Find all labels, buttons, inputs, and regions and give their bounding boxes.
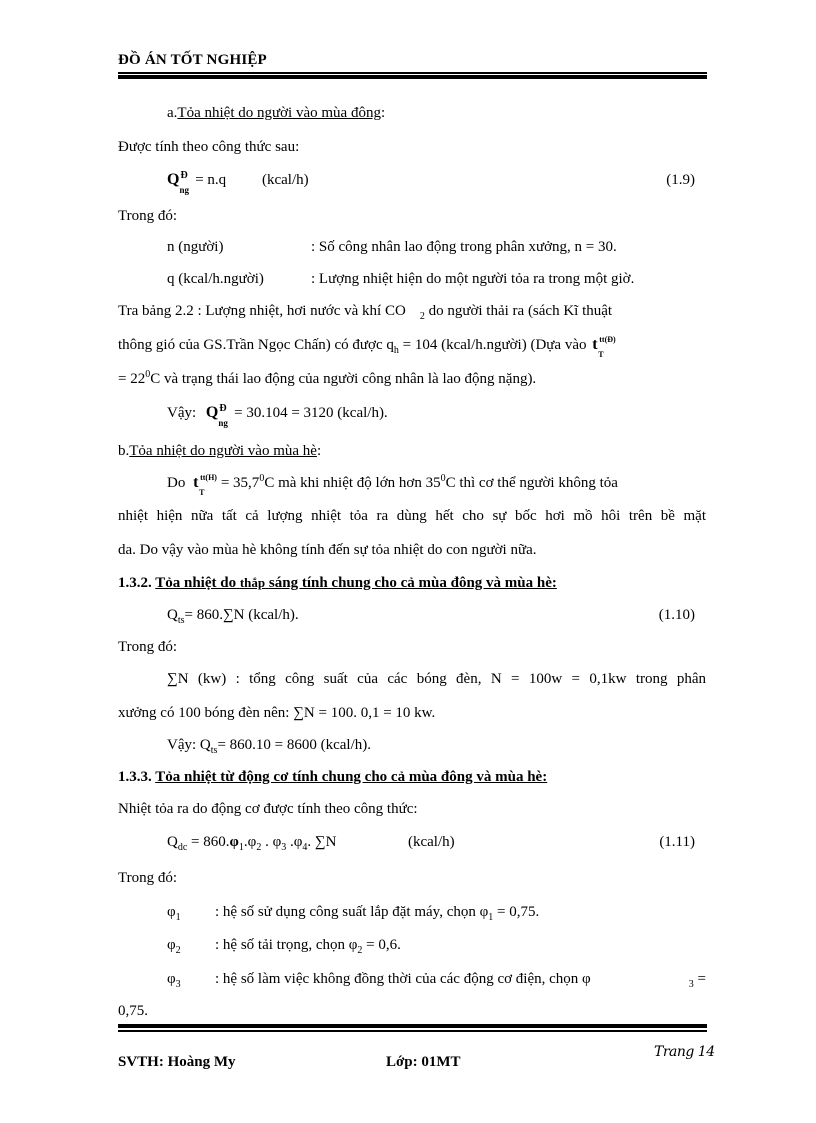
header-title: ĐỒ ÁN TỐT NGHIỆP — [118, 52, 267, 68]
equation-number: (1.10) — [658, 607, 695, 623]
footer-student: SVTH: Hoàng My — [118, 1054, 236, 1070]
paragraph-1-line-3: = $22^0C$ và trạng thái lao động của người công nhân là lao động nặng). — [118, 369, 537, 387]
trong-do-2: Trong đó: — [118, 639, 178, 655]
definition-phi-3-continued: 0,75. — [118, 1003, 148, 1019]
footer-rule-thin — [118, 1030, 707, 1032]
definition-sum-n-line-1: ∑N (kw) : tổng công suất của các bóng đèn, N = 100w = 0,1kw trong phân — [167, 671, 706, 687]
equation-number: (1.11) — [659, 834, 695, 850]
footer-page-number: Trang 14 — [654, 1044, 715, 1060]
result-lighting: Vậy: $Q_{ts}= 860.10 = 8600$ (kcal/h). — [167, 737, 371, 756]
definition-phi-2: $\varphi_2$ : hệ số tải trọng, chọn $\varphi_2 = 0,6$. — [167, 937, 401, 956]
footer-class: Lớp: 01MT — [386, 1054, 461, 1070]
paragraph-2-line-3: da. Do vậy vào mùa hè không tính đến sự tỏa nhiệt do con người nữa. — [118, 542, 537, 558]
equation-1-10: $Q_{ts}= 860.\sum N$ (kcal/h). (1.10) — [167, 607, 695, 626]
section-b-heading: b.Tỏa nhiệt do người vào mùa hè: — [118, 443, 322, 459]
definition-phi-1: $\varphi_1$ : hệ số sử dụng công suất lắp đặt máy, chọn $\varphi_1 = 0,75$. — [167, 904, 540, 923]
section-1-3-2-heading: 1.3.2. Tỏa nhiệt do thắp sáng tính chung cho cả mùa đông và mùa hè: — [118, 575, 557, 591]
intro-1-3-3: Nhiệt tỏa ra do động cơ được tính theo công thức: — [118, 801, 418, 817]
equation-1-9: Q Đ ng = n.q (kcal/h) (1.9) — [167, 170, 695, 195]
definition-q: q (kcal/h.người) : Lượng nhiệt hiện do một người tỏa ra trong một giờ. — [167, 271, 635, 287]
equation-1-11: $Q_{dc} = 860.\varphi_1.\varphi_2$ . $\varphi_3$ $.\varphi_4$. ∑N (kcal/h) (1.11) — [167, 834, 695, 853]
footer-rule-thick — [118, 1024, 707, 1028]
section-1-3-3-heading: 1.3.3. Tỏa nhiệt từ động cơ tính chung cho cả mùa đông và mùa hè: — [118, 769, 548, 785]
section-b-title: Tỏa nhiệt do người vào mùa hè — [129, 443, 317, 459]
paragraph-1-line-1: Tra bảng 2.2 : Lượng nhiệt, hơi nước và khí CO $_2$ do người thải ra (sách Kĩ thuật — [118, 303, 613, 322]
header-rule-thin — [118, 72, 707, 74]
section-a-title: Tỏa nhiệt do người vào mùa đông — [177, 105, 381, 121]
definition-n: n (người) : Số công nhân lao động trong phân xưởng, n = 30. — [167, 239, 617, 255]
definition-sum-n-line-2: xưởng có 100 bóng đèn nên: ∑N = 100. 0,1 = 10 kw. — [118, 705, 436, 721]
paragraph-1-line-2: thông gió của GS.Trần Ngọc Chấn) có được $q_h = 104$ (kcal/h.người) (Dựa vào t tt(Đ) T — [118, 335, 616, 359]
trong-do-1: Trong đó: — [118, 208, 178, 224]
paragraph-2-line-2: nhiệt hiện nữa tất cả lượng nhiệt tỏa ra dùng hết cho sự bốc hơi mồ hôi trên bề mặt — [118, 508, 706, 524]
result-winter: Vậy: Q Đ ng = 30.104 = 3120 (kcal/h). — [167, 403, 388, 428]
definition-phi-3: $\varphi_3$ : hệ số làm việc không đồng thời của các động cơ điện, chọn φ $_3$ = — [167, 971, 706, 990]
trong-do-3: Trong đó: — [118, 870, 178, 886]
section-a-heading: a.Tỏa nhiệt do người vào mùa đông: — [167, 105, 386, 121]
paragraph-2-line-1: Do t tt(H) T = $35,7^0C$ mà khi nhiệt độ lớn hơn $35^0C$ thì cơ thể người không tỏa — [167, 473, 618, 497]
header-rule-thick — [118, 75, 707, 79]
equation-number: (1.9) — [666, 172, 695, 188]
intro-a: Được tính theo công thức sau: — [118, 139, 300, 155]
